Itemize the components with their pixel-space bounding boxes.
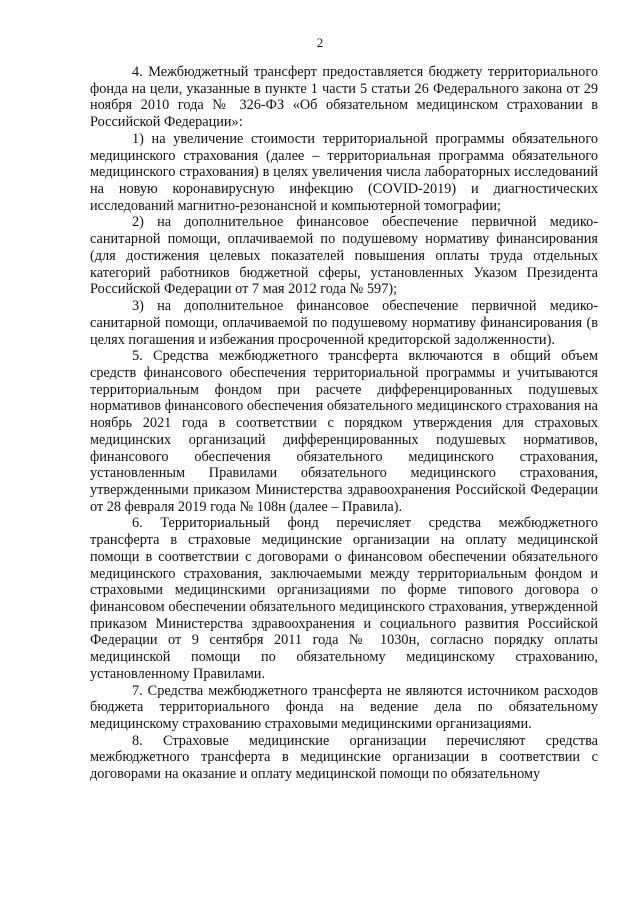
paragraph-4: 4. Межбюджетный трансферт предоставляется бюджету территориального фонда на цели, указанные в пункте 1 части 5 статьи 26 Федерального закона от 29 ноября 2010 года № 326-ФЗ «Об обязательном медицинском страховании в Российской Федерации»: <box>90 64 598 131</box>
paragraph-4-item-2: 2) на дополнительное финансовое обеспечение первичной медико-санитарной помощи, оплачиваемой по подушевому нормативу финансирования (для достижения целевых показателей повышения оплаты труда отдельных категорий работников бюджетной сферы, установленных Указом Президента Российской Федерации от 7 мая 2012 года № 597); <box>90 214 598 298</box>
page-number: 2 <box>316 35 324 50</box>
paragraph-7: 7. Средства межбюджетного трансферта не являются источником расходов бюджета территориального фонда на ведение дела по обязательному медицинскому страхованию страховыми медицинскими организациями. <box>90 682 598 733</box>
paragraph-4-item-3: 3) на дополнительное финансовое обеспечение первичной медико-санитарной помощи, оплачиваемой по подушевому нормативу финансирования (в целях погашения и избежания просроченной кредиторской задолженности). <box>90 298 598 348</box>
paragraph-4-item-1: 1) на увеличение стоимости территориальной программы обязательного медицинского страхования (далее – территориальная программа обязательного медицинского страхования) в целях увеличения числа лабораторных исследований на новую коронавирусную инфекцию (COVID-2019) и диагностических исследований магнитно-резонансной и компьютерной томографии; <box>90 130 598 214</box>
document-body <box>90 64 598 783</box>
paragraph-5: 5. Средства межбюджетного трансферта включаются в общий объем средств финансового обеспечения территориальной программы и учитываются территориальным фондом при расчете дифференцированных подушевых нормативов финансового обеспечения обязательного медицинского страхования на ноябрь 2021 года в соответствии с порядком утверждения для страховых медицинских организаций дифференцированных подушевых нормативов, финансового обеспечения обязательного медицинского страхования, установленным Правилами обязательного медицинского страхования, утвержденными приказом Министерства здравоохранения Российской Федерации от 28 февраля 2019 года № 108н (далее – Правила). <box>90 348 598 515</box>
paragraph-8: 8. Страховые медицинские организации перечисляют средства межбюджетного трансферта в медицинские организации в соответствии с договорами на оказание и оплату медицинской помощи по обязательному <box>90 732 598 783</box>
paragraph-6: 6. Территориальный фонд перечисляет средства межбюджетного трансферта в страховые медицинские организации на оплату медицинской помощи в соответствии с договорами о финансовом обеспечении обязательного медицинского страхования, заключаемыми между территориальным фондом и страховыми медицинскими организациями по форме типового договора о финансовом обеспечении обязательного медицинского страхования, утвержденной приказом Министерства здравоохранения и социального развития Российской Федерации от 9 сентября 2011 года № 1030н, согласно порядку оплаты медицинской помощи по обязательному медицинскому страхованию, установленному Правилами. <box>90 515 598 682</box>
